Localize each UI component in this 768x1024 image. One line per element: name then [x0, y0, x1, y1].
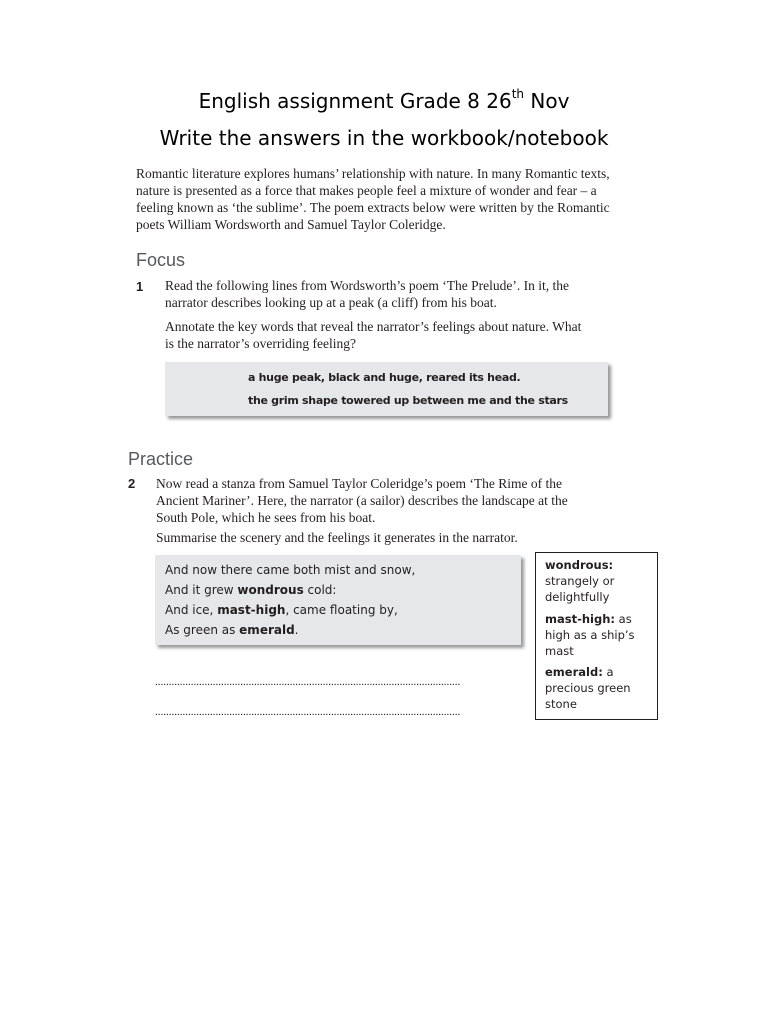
poem-line-4-end: . [294, 623, 299, 637]
title-month: Nov [524, 89, 570, 113]
glossary-entry-emerald [545, 664, 655, 712]
poem-line-2 [165, 583, 336, 597]
glossary-definition: strangely or delightfully [545, 574, 615, 604]
glossary-term: mast-high: [545, 612, 616, 626]
poem-line-4 [165, 623, 299, 637]
question-1-task: Annotate the key words that reveal the narrator’s feelings about nature. What is the narrator’s overriding feeling? [165, 319, 582, 351]
page-title [0, 89, 768, 113]
question-1-text: Read the following lines from Wordsworth’s poem ‘The Prelude’. In it, the narrator describes looking up at a peak (a cliff) from his boat. [165, 278, 569, 310]
glossary-definition: as high as a ship’s mast [545, 612, 635, 658]
instruction-heading: Write the answers in the workbook/notebook [159, 126, 609, 150]
question-2-task: Summarise the scenery and the feelings it generates in the narrator. [156, 530, 518, 545]
prelude-extract-box [165, 362, 608, 416]
poem-line-1 [165, 563, 415, 577]
glossary-term: wondrous: [545, 558, 614, 572]
glossary-term: emerald: [545, 665, 603, 679]
prelude-line-1: a huge peak, black and huge, reared its head. [248, 371, 521, 384]
poem-line-4-start: As green as [165, 623, 240, 637]
focus-heading: Focus [136, 250, 186, 270]
practice-heading: Practice [128, 449, 194, 469]
poem-line-3-end: , came floating by, [285, 603, 398, 617]
question-number-2: 2 [128, 476, 136, 491]
prelude-line-2: the grim shape towered up between me and the stars [248, 394, 568, 407]
poem-line-1-text: And now there came both mist and snow, [165, 563, 416, 577]
title-text: English assignment Grade 8 26 [198, 89, 512, 113]
poem-keyword-emerald: emerald [239, 623, 295, 637]
glossary-entry-mast-high [545, 611, 655, 659]
poem-keyword-mast-high: mast-high [217, 603, 286, 617]
poem-line-3 [165, 603, 398, 617]
poem-line-2-start: And it grew [165, 583, 238, 597]
intro-paragraph: Romantic literature explores humans’ relationship with nature. In many Romantic texts, nature is presented as a force that makes people feel a mixture of wonder and fear – a feeling known as ‘the sublime’. The poem extracts below were written by the Romantic poets William Wordsworth and Samuel Taylor Coleridge. [136, 166, 610, 232]
question-number-1: 1 [136, 279, 144, 294]
glossary-box [535, 552, 658, 720]
poem-keyword-wondrous: wondrous [237, 583, 304, 597]
glossary-definition: a precious green stone [545, 665, 631, 711]
mariner-extract-box [155, 555, 521, 645]
poem-line-3-start: And ice, [165, 603, 218, 617]
answer-line-1[interactable]: ............................................................................................................... [155, 676, 461, 688]
poem-line-2-end: cold: [303, 583, 337, 597]
title-superscript: th [511, 87, 525, 102]
question-2-text: Now read a stanza from Samuel Taylor Coleridge’s poem ‘The Rime of the Ancient Mariner’. Here, the narrator (a sailor) describes the landscape at the South Pole, which he sees from his boat. [156, 476, 568, 525]
answer-line-2[interactable]: ............................................................................................................... [155, 706, 461, 718]
glossary-entry-wondrous [545, 557, 655, 605]
